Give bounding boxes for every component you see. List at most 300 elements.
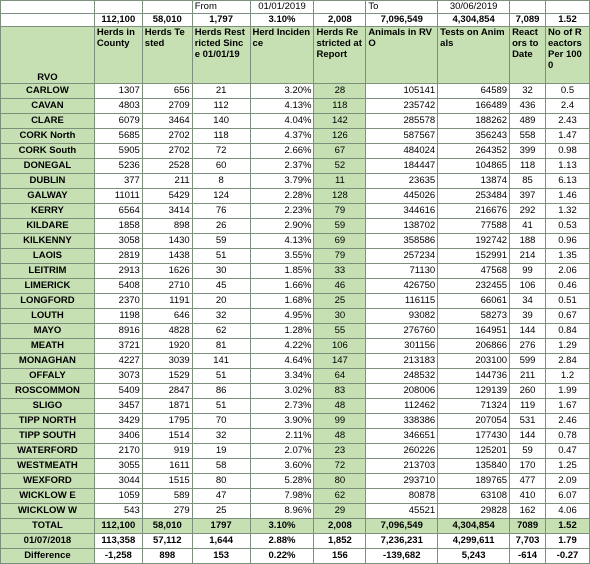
difference-cell[interactable]: -0.27 [546, 549, 590, 564]
data-cell[interactable]: 1.2 [546, 369, 590, 384]
data-cell[interactable]: 4803 [94, 99, 142, 114]
data-cell[interactable]: 1.66% [250, 279, 314, 294]
data-cell[interactable]: 142 [314, 114, 366, 129]
data-cell[interactable]: 276760 [366, 324, 438, 339]
data-cell[interactable]: 8.96% [250, 504, 314, 519]
rvo-name-cell[interactable]: WESTMEATH [1, 459, 95, 474]
data-cell[interactable]: 5429 [142, 189, 192, 204]
to-label[interactable]: To [366, 1, 438, 14]
data-cell[interactable]: 144 [510, 429, 546, 444]
from-label[interactable]: From [192, 1, 250, 14]
cell-empty[interactable] [510, 1, 546, 14]
difference-cell[interactable]: 153 [192, 549, 250, 564]
top-total-cell[interactable]: 7,096,549 [366, 14, 438, 27]
difference-cell[interactable]: -1,258 [94, 549, 142, 564]
data-cell[interactable]: 4.95% [250, 309, 314, 324]
cell-empty[interactable] [142, 1, 192, 14]
data-cell[interactable]: 58 [192, 459, 250, 474]
rvo-name-cell[interactable]: KILKENNY [1, 234, 95, 249]
data-cell[interactable]: 45521 [366, 504, 438, 519]
data-cell[interactable]: 48 [314, 429, 366, 444]
data-cell[interactable]: 2.66% [250, 144, 314, 159]
data-cell[interactable]: 64 [314, 369, 366, 384]
data-cell[interactable]: 3.20% [250, 84, 314, 99]
data-cell[interactable]: 4.06 [546, 504, 590, 519]
data-cell[interactable]: 48 [314, 399, 366, 414]
rvo-name-cell[interactable]: CARLOW [1, 84, 95, 99]
data-cell[interactable]: 32 [510, 84, 546, 99]
prior-cell[interactable]: 7,703 [510, 534, 546, 549]
data-cell[interactable]: 29 [314, 504, 366, 519]
rvo-name-cell[interactable]: WICKLOW E [1, 489, 95, 504]
data-cell[interactable]: 1307 [94, 84, 142, 99]
data-cell[interactable]: 128 [314, 189, 366, 204]
data-cell[interactable]: 919 [142, 444, 192, 459]
data-cell[interactable]: 45 [192, 279, 250, 294]
data-cell[interactable]: 59 [192, 234, 250, 249]
data-cell[interactable]: 203100 [438, 354, 510, 369]
data-cell[interactable]: 0.96 [546, 234, 590, 249]
data-cell[interactable]: 531 [510, 414, 546, 429]
rvo-name-cell[interactable]: TIPP NORTH [1, 414, 95, 429]
data-cell[interactable]: 112 [192, 99, 250, 114]
data-cell[interactable]: 112462 [366, 399, 438, 414]
data-cell[interactable]: 2.37% [250, 159, 314, 174]
data-cell[interactable]: 25 [314, 294, 366, 309]
total-cell[interactable]: 4,304,854 [438, 519, 510, 534]
data-cell[interactable]: 58273 [438, 309, 510, 324]
data-cell[interactable]: 4.37% [250, 129, 314, 144]
data-cell[interactable]: 119 [510, 399, 546, 414]
difference-cell[interactable]: 0.22% [250, 549, 314, 564]
data-cell[interactable]: 2.23% [250, 204, 314, 219]
data-cell[interactable]: 52 [314, 159, 366, 174]
data-cell[interactable]: 0.5 [546, 84, 590, 99]
total-cell[interactable]: 3.10% [250, 519, 314, 534]
data-cell[interactable]: 4227 [94, 354, 142, 369]
header-herds-restricted-since[interactable]: Herds Restricted Since 01/01/19 [192, 27, 250, 84]
data-cell[interactable]: 32 [192, 309, 250, 324]
data-cell[interactable]: 235742 [366, 99, 438, 114]
data-cell[interactable]: 436 [510, 99, 546, 114]
data-cell[interactable]: 2702 [142, 129, 192, 144]
data-cell[interactable]: 358586 [366, 234, 438, 249]
data-cell[interactable]: 6.07 [546, 489, 590, 504]
data-cell[interactable]: 2702 [142, 144, 192, 159]
header-herds-in-county[interactable]: Herds in County [94, 27, 142, 84]
rvo-name-cell[interactable]: TIPP SOUTH [1, 429, 95, 444]
data-cell[interactable]: 0.51 [546, 294, 590, 309]
data-cell[interactable]: 207054 [438, 414, 510, 429]
data-cell[interactable]: 1.99 [546, 384, 590, 399]
cell-empty[interactable] [314, 1, 366, 14]
data-cell[interactable]: 1191 [142, 294, 192, 309]
data-cell[interactable]: 3073 [94, 369, 142, 384]
top-total-cell[interactable]: 4,304,854 [438, 14, 510, 27]
data-cell[interactable]: 206866 [438, 339, 510, 354]
data-cell[interactable]: 1920 [142, 339, 192, 354]
data-cell[interactable]: 4.13% [250, 99, 314, 114]
rvo-name-cell[interactable]: CLARE [1, 114, 95, 129]
data-cell[interactable]: 1.28% [250, 324, 314, 339]
data-cell[interactable]: 26 [192, 219, 250, 234]
to-date[interactable]: 30/06/2019 [438, 1, 510, 14]
data-cell[interactable]: 2370 [94, 294, 142, 309]
top-total-cell[interactable]: 1,797 [192, 14, 250, 27]
data-cell[interactable]: 397 [510, 189, 546, 204]
rvo-name-cell[interactable]: CAVAN [1, 99, 95, 114]
top-total-cell[interactable]: 112,100 [94, 14, 142, 27]
data-cell[interactable]: 248532 [366, 369, 438, 384]
rvo-name-cell[interactable]: DUBLIN [1, 174, 95, 189]
rvo-name-cell[interactable]: CORK South [1, 144, 95, 159]
data-cell[interactable]: 47568 [438, 264, 510, 279]
data-cell[interactable]: 124 [192, 189, 250, 204]
rvo-name-cell[interactable]: ROSCOMMON [1, 384, 95, 399]
data-cell[interactable]: 79 [314, 249, 366, 264]
rvo-name-cell[interactable]: CORK North [1, 129, 95, 144]
data-cell[interactable]: 32 [192, 429, 250, 444]
data-cell[interactable]: 1.68% [250, 294, 314, 309]
data-cell[interactable]: 3.60% [250, 459, 314, 474]
data-cell[interactable]: 2.43 [546, 114, 590, 129]
top-total-cell[interactable]: 2,008 [314, 14, 366, 27]
data-cell[interactable]: 2.11% [250, 429, 314, 444]
data-cell[interactable]: 11011 [94, 189, 142, 204]
header-rvo[interactable]: RVO [1, 27, 95, 84]
data-cell[interactable]: 71130 [366, 264, 438, 279]
data-cell[interactable]: 214 [510, 249, 546, 264]
prior-cell[interactable]: 7,236,231 [366, 534, 438, 549]
data-cell[interactable]: 19 [192, 444, 250, 459]
data-cell[interactable]: 188262 [438, 114, 510, 129]
data-cell[interactable]: 257234 [366, 249, 438, 264]
data-cell[interactable]: 1626 [142, 264, 192, 279]
data-cell[interactable]: 1.32 [546, 204, 590, 219]
header-reactors-per-1000[interactable]: No of Reactors Per 1000 [546, 27, 590, 84]
data-cell[interactable]: 2.07% [250, 444, 314, 459]
data-cell[interactable]: 11 [314, 174, 366, 189]
data-cell[interactable]: 76 [192, 204, 250, 219]
data-cell[interactable]: 2.73% [250, 399, 314, 414]
header-herd-incidence[interactable]: Herd Incidence [250, 27, 314, 84]
data-cell[interactable]: 79 [314, 204, 366, 219]
data-cell[interactable]: 2913 [94, 264, 142, 279]
data-cell[interactable]: 135840 [438, 459, 510, 474]
data-cell[interactable]: 55 [314, 324, 366, 339]
data-cell[interactable]: 211 [142, 174, 192, 189]
from-date[interactable]: 01/01/2019 [250, 1, 314, 14]
prior-label[interactable]: 01/07/2018 [1, 534, 95, 549]
data-cell[interactable]: 106 [314, 339, 366, 354]
data-cell[interactable]: 558 [510, 129, 546, 144]
data-cell[interactable]: 60 [192, 159, 250, 174]
data-cell[interactable]: 599 [510, 354, 546, 369]
difference-cell[interactable]: 898 [142, 549, 192, 564]
data-cell[interactable]: 141 [192, 354, 250, 369]
data-cell[interactable]: 2.46 [546, 414, 590, 429]
prior-cell[interactable]: 57,112 [142, 534, 192, 549]
data-cell[interactable]: 1529 [142, 369, 192, 384]
prior-cell[interactable]: 1,852 [314, 534, 366, 549]
data-cell[interactable]: 6564 [94, 204, 142, 219]
data-cell[interactable]: 29828 [438, 504, 510, 519]
total-cell[interactable]: 1.52 [546, 519, 590, 534]
data-cell[interactable]: 344616 [366, 204, 438, 219]
data-cell[interactable]: 66061 [438, 294, 510, 309]
data-cell[interactable]: 1.29 [546, 339, 590, 354]
data-cell[interactable]: 484024 [366, 144, 438, 159]
data-cell[interactable]: 51 [192, 369, 250, 384]
data-cell[interactable]: 1514 [142, 429, 192, 444]
data-cell[interactable]: 13874 [438, 174, 510, 189]
data-cell[interactable]: 5409 [94, 384, 142, 399]
data-cell[interactable]: 170 [510, 459, 546, 474]
data-cell[interactable]: 41 [510, 219, 546, 234]
data-cell[interactable]: 3429 [94, 414, 142, 429]
data-cell[interactable]: 2.09 [546, 474, 590, 489]
data-cell[interactable]: 292 [510, 204, 546, 219]
data-cell[interactable]: 5905 [94, 144, 142, 159]
data-cell[interactable]: 898 [142, 219, 192, 234]
data-cell[interactable]: 30 [192, 264, 250, 279]
prior-cell[interactable]: 2.88% [250, 534, 314, 549]
data-cell[interactable]: 184447 [366, 159, 438, 174]
data-cell[interactable]: 140 [192, 114, 250, 129]
data-cell[interactable]: 51 [192, 399, 250, 414]
data-cell[interactable]: 83 [314, 384, 366, 399]
prior-cell[interactable]: 1,644 [192, 534, 250, 549]
data-cell[interactable]: 80 [314, 474, 366, 489]
data-cell[interactable]: 656 [142, 84, 192, 99]
data-cell[interactable]: 1.13 [546, 159, 590, 174]
rvo-name-cell[interactable]: WEXFORD [1, 474, 95, 489]
data-cell[interactable]: 301156 [366, 339, 438, 354]
data-cell[interactable]: 189765 [438, 474, 510, 489]
cell-empty[interactable] [1, 14, 95, 27]
data-cell[interactable]: 253484 [438, 189, 510, 204]
data-cell[interactable]: 489 [510, 114, 546, 129]
data-cell[interactable]: 177430 [438, 429, 510, 444]
rvo-name-cell[interactable]: MAYO [1, 324, 95, 339]
data-cell[interactable]: 3406 [94, 429, 142, 444]
data-cell[interactable]: 164951 [438, 324, 510, 339]
data-cell[interactable]: 21 [192, 84, 250, 99]
data-cell[interactable]: 8 [192, 174, 250, 189]
data-cell[interactable]: 1198 [94, 309, 142, 324]
data-cell[interactable]: 0.78 [546, 429, 590, 444]
rvo-name-cell[interactable]: GALWAY [1, 189, 95, 204]
data-cell[interactable]: 23 [314, 444, 366, 459]
data-cell[interactable]: 23635 [366, 174, 438, 189]
data-cell[interactable]: 293710 [366, 474, 438, 489]
data-cell[interactable]: 426750 [366, 279, 438, 294]
data-cell[interactable]: 0.46 [546, 279, 590, 294]
data-cell[interactable]: 46 [314, 279, 366, 294]
data-cell[interactable]: 2.4 [546, 99, 590, 114]
data-cell[interactable]: 166489 [438, 99, 510, 114]
total-cell[interactable]: 2,008 [314, 519, 366, 534]
data-cell[interactable]: 4.04% [250, 114, 314, 129]
data-cell[interactable]: 72 [314, 459, 366, 474]
data-cell[interactable]: 3039 [142, 354, 192, 369]
data-cell[interactable]: 129139 [438, 384, 510, 399]
data-cell[interactable]: 71324 [438, 399, 510, 414]
data-cell[interactable]: 152991 [438, 249, 510, 264]
data-cell[interactable]: 62 [192, 324, 250, 339]
data-cell[interactable]: 5236 [94, 159, 142, 174]
cell-empty[interactable] [94, 1, 142, 14]
data-cell[interactable]: 59 [314, 219, 366, 234]
data-cell[interactable]: 3.55% [250, 249, 314, 264]
data-cell[interactable]: 3.34% [250, 369, 314, 384]
data-cell[interactable]: 105141 [366, 84, 438, 99]
data-cell[interactable]: 8916 [94, 324, 142, 339]
data-cell[interactable]: 6079 [94, 114, 142, 129]
data-cell[interactable]: 477 [510, 474, 546, 489]
data-cell[interactable]: 51 [192, 249, 250, 264]
data-cell[interactable]: 147 [314, 354, 366, 369]
rvo-name-cell[interactable]: OFFALY [1, 369, 95, 384]
data-cell[interactable]: 86 [192, 384, 250, 399]
data-cell[interactable]: 285578 [366, 114, 438, 129]
rvo-name-cell[interactable]: KERRY [1, 204, 95, 219]
data-cell[interactable]: 410 [510, 489, 546, 504]
rvo-name-cell[interactable]: LOUTH [1, 309, 95, 324]
top-total-cell[interactable]: 7,089 [510, 14, 546, 27]
data-cell[interactable]: 2.84 [546, 354, 590, 369]
data-cell[interactable]: 589 [142, 489, 192, 504]
total-cell[interactable]: 1797 [192, 519, 250, 534]
data-cell[interactable]: 377 [94, 174, 142, 189]
rvo-name-cell[interactable]: WATERFORD [1, 444, 95, 459]
data-cell[interactable]: 5685 [94, 129, 142, 144]
data-cell[interactable]: 232455 [438, 279, 510, 294]
data-cell[interactable]: 5408 [94, 279, 142, 294]
data-cell[interactable]: 81 [192, 339, 250, 354]
data-cell[interactable]: 2170 [94, 444, 142, 459]
data-cell[interactable]: 3464 [142, 114, 192, 129]
data-cell[interactable]: 211 [510, 369, 546, 384]
data-cell[interactable]: 28 [314, 84, 366, 99]
data-cell[interactable]: 2819 [94, 249, 142, 264]
data-cell[interactable]: 1.35 [546, 249, 590, 264]
data-cell[interactable]: 30 [314, 309, 366, 324]
data-cell[interactable]: 59 [510, 444, 546, 459]
data-cell[interactable]: 67 [314, 144, 366, 159]
data-cell[interactable]: 64589 [438, 84, 510, 99]
data-cell[interactable]: 2709 [142, 99, 192, 114]
data-cell[interactable]: 116115 [366, 294, 438, 309]
data-cell[interactable]: 587567 [366, 129, 438, 144]
data-cell[interactable]: 3.79% [250, 174, 314, 189]
data-cell[interactable]: 1515 [142, 474, 192, 489]
data-cell[interactable]: 25 [192, 504, 250, 519]
difference-cell[interactable]: -139,682 [366, 549, 438, 564]
difference-cell[interactable]: 156 [314, 549, 366, 564]
header-reactors-to-date[interactable]: Reactors to Date [510, 27, 546, 84]
data-cell[interactable]: 356243 [438, 129, 510, 144]
data-cell[interactable]: 1.25 [546, 459, 590, 474]
total-cell[interactable]: 7089 [510, 519, 546, 534]
data-cell[interactable]: 138702 [366, 219, 438, 234]
data-cell[interactable]: 1611 [142, 459, 192, 474]
header-herds-tested[interactable]: Herds Tested [142, 27, 192, 84]
data-cell[interactable]: 1059 [94, 489, 142, 504]
data-cell[interactable]: 144 [510, 324, 546, 339]
rvo-name-cell[interactable]: MONAGHAN [1, 354, 95, 369]
data-cell[interactable]: 118 [192, 129, 250, 144]
data-cell[interactable]: 260226 [366, 444, 438, 459]
data-cell[interactable]: 4.13% [250, 234, 314, 249]
prior-cell[interactable]: 113,358 [94, 534, 142, 549]
data-cell[interactable]: 3055 [94, 459, 142, 474]
data-cell[interactable]: 346651 [366, 429, 438, 444]
rvo-name-cell[interactable]: DONEGAL [1, 159, 95, 174]
rvo-name-cell[interactable]: LAOIS [1, 249, 95, 264]
header-animals-in-rvo[interactable]: Animals in RVO [366, 27, 438, 84]
data-cell[interactable]: 118 [510, 159, 546, 174]
top-total-cell[interactable]: 1.52 [546, 14, 590, 27]
rvo-name-cell[interactable]: MEATH [1, 339, 95, 354]
data-cell[interactable]: 0.67 [546, 309, 590, 324]
data-cell[interactable]: 69 [314, 234, 366, 249]
data-cell[interactable]: 208006 [366, 384, 438, 399]
rvo-name-cell[interactable]: LONGFORD [1, 294, 95, 309]
data-cell[interactable]: 2.06 [546, 264, 590, 279]
rvo-name-cell[interactable]: WICKLOW W [1, 504, 95, 519]
data-cell[interactable]: 85 [510, 174, 546, 189]
difference-label[interactable]: Difference [1, 549, 95, 564]
top-total-cell[interactable]: 3.10% [250, 14, 314, 27]
rvo-name-cell[interactable]: LIMERICK [1, 279, 95, 294]
data-cell[interactable]: 144736 [438, 369, 510, 384]
data-cell[interactable]: 543 [94, 504, 142, 519]
difference-cell[interactable]: -614 [510, 549, 546, 564]
data-cell[interactable]: 62 [314, 489, 366, 504]
data-cell[interactable]: 4.22% [250, 339, 314, 354]
data-cell[interactable]: 20 [192, 294, 250, 309]
data-cell[interactable]: 0.47 [546, 444, 590, 459]
rvo-name-cell[interactable]: SLIGO [1, 399, 95, 414]
data-cell[interactable]: 99 [510, 264, 546, 279]
data-cell[interactable]: 213183 [366, 354, 438, 369]
header-herds-restricted-at-report[interactable]: Herds Restricted at Report [314, 27, 366, 84]
data-cell[interactable]: 3721 [94, 339, 142, 354]
data-cell[interactable]: 260 [510, 384, 546, 399]
data-cell[interactable]: 3.02% [250, 384, 314, 399]
total-label[interactable]: TOTAL [1, 519, 95, 534]
data-cell[interactable]: 445026 [366, 189, 438, 204]
data-cell[interactable]: 162 [510, 504, 546, 519]
data-cell[interactable]: 213703 [366, 459, 438, 474]
data-cell[interactable]: 216676 [438, 204, 510, 219]
data-cell[interactable]: 80 [192, 474, 250, 489]
rvo-name-cell[interactable]: KILDARE [1, 219, 95, 234]
data-cell[interactable]: 39 [510, 309, 546, 324]
data-cell[interactable]: 3.90% [250, 414, 314, 429]
data-cell[interactable]: 1438 [142, 249, 192, 264]
data-cell[interactable]: 4.64% [250, 354, 314, 369]
data-cell[interactable]: 80878 [366, 489, 438, 504]
data-cell[interactable]: 7.98% [250, 489, 314, 504]
data-cell[interactable]: 1.67 [546, 399, 590, 414]
data-cell[interactable]: 3044 [94, 474, 142, 489]
data-cell[interactable]: 72 [192, 144, 250, 159]
data-cell[interactable]: 106 [510, 279, 546, 294]
data-cell[interactable]: 646 [142, 309, 192, 324]
data-cell[interactable]: 3058 [94, 234, 142, 249]
